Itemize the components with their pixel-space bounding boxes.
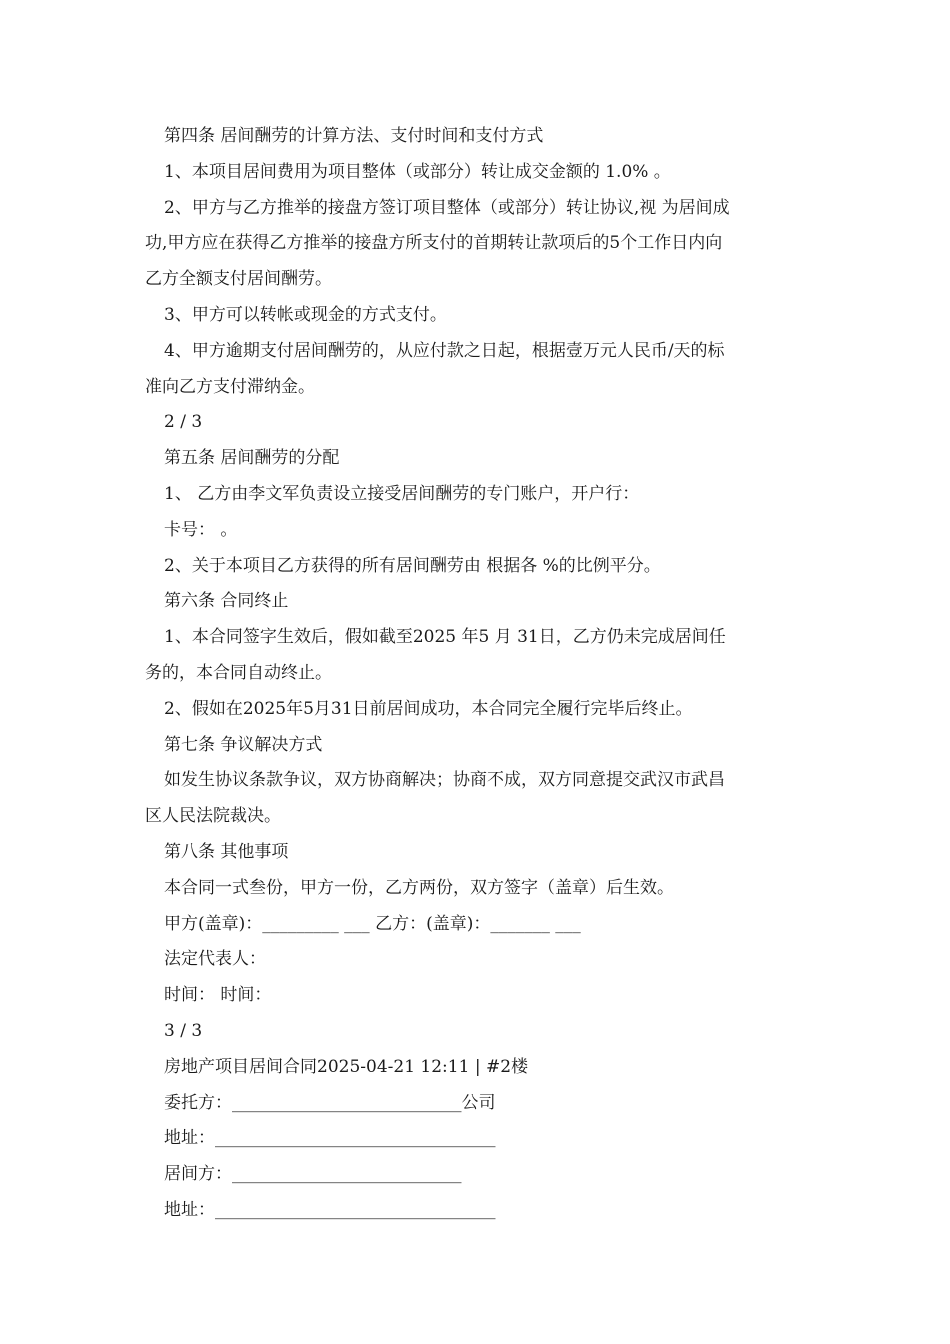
text-line: 甲方(盖章)：_________ ___ 乙方：(盖章)：_______ ___ <box>164 913 581 934</box>
text-line: 委托方：___________________________公司 <box>164 1092 496 1113</box>
text-line: 房地产项目居间合同2025-04-21 12:11 | #2楼 <box>164 1056 529 1077</box>
text-line: 功,甲方应在获得乙方推举的接盘方所支付的首期转让款项后的5个工作日内向 <box>145 233 723 254</box>
text-line: 法定代表人： <box>164 949 266 970</box>
text-line: 2、假如在2025年5月31日前居间成功，本合同完全履行完毕后终止。 <box>164 698 693 719</box>
text-line: 第五条 居间酬劳的分配 <box>164 448 340 469</box>
text-line: 第八条 其他事项 <box>164 841 289 862</box>
document-body <box>145 119 805 1229</box>
text-line: 区人民法院裁决。 <box>145 806 281 827</box>
text-line: 第四条 居间酬劳的计算方法、支付时间和支付方式 <box>164 126 544 146</box>
text-line: 1、 乙方由李文军负责设立接受居间酬劳的专门账户，开户行： <box>164 483 640 504</box>
text-line: 准向乙方支付滞纳金。 <box>145 376 315 397</box>
text-line: 3、甲方可以转帐或现金的方式支付。 <box>164 304 447 325</box>
text-line: 乙方全额支付居间酬劳。 <box>145 269 332 290</box>
text-line: 地址：_________________________________ <box>164 1128 496 1149</box>
text-line: 2、甲方与乙方推举的接盘方签订项目整体（或部分）转让协议,视 为居间成 <box>164 197 730 218</box>
text-line: 第六条 合同终止 <box>164 591 289 612</box>
text-line: 第七条 争议解决方式 <box>164 734 323 755</box>
text-line: 务的，本合同自动终止。 <box>145 662 332 683</box>
text-line: 如发生协议条款争议，双方协商解决；协商不成，双方同意提交武汉市武昌 <box>164 770 725 791</box>
text-line: 居间方：___________________________ <box>164 1164 462 1185</box>
text-line: 2 / 3 <box>164 412 203 433</box>
text-line: 4、甲方逾期支付居间酬劳的，从应付款之日起，根据壹万元人民币/天的标 <box>164 340 725 361</box>
text-line: 1、本合同签字生效后，假如截至2025 年5 月 31日，乙方仍未完成居间任 <box>164 627 726 648</box>
text-line: 地址：_________________________________ <box>164 1199 496 1220</box>
text-line: 1、本项目居间费用为项目整体（或部分）转让成交金额的 1.0% 。 <box>164 161 671 182</box>
text-line: 3 / 3 <box>164 1020 203 1041</box>
text-line: 卡号： 。 <box>164 519 238 540</box>
text-line: 时间： 时间： <box>164 985 272 1006</box>
text-line: 本合同一式叁份，甲方一份，乙方两份，双方签字（盖章）后生效。 <box>164 877 674 898</box>
text-line: 2、关于本项目乙方获得的所有居间酬劳由 根据各 %的比例平分。 <box>164 555 661 576</box>
